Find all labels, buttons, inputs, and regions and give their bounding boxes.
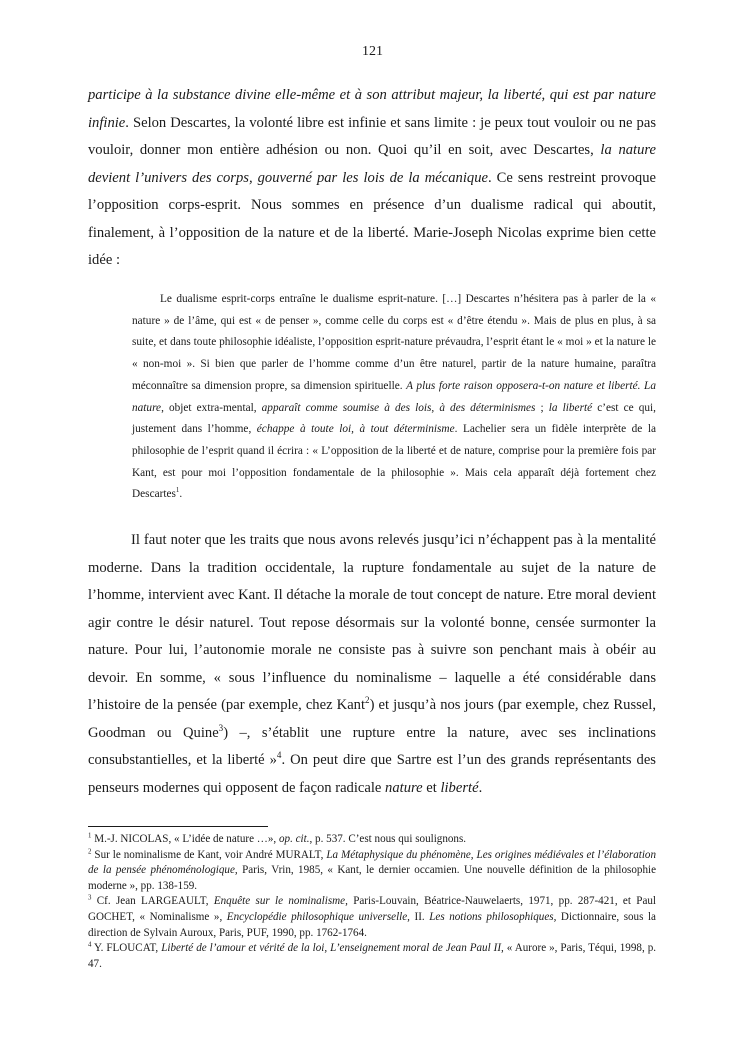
footnote-text: M.-J. NICOLAS, « L’idée de nature …», [91,833,279,845]
footnote-ref-4[interactable]: 4 [276,750,282,761]
footnote-number: 4 [88,941,92,949]
footnote-2 [88,848,656,895]
footnote-text: Paris-Louvain, Béatrice-Nauwelaerts, 1971, pp. 287-421, et Paul GOCHET, « Nominalisme », [88,895,656,923]
text-span: . Selon Descartes, la volonté libre est infinie et sans limite : je peux tout vouloir ou ne pas vouloir, donner mon entière adhésion ou non. Quoi qu’il en soit, avec Descartes, [88,114,656,158]
footnote-text: « Aurore », Paris, Téqui, 1998, p. 47. [88,942,657,970]
quote-text: , objet extra-mental, [161,401,262,414]
text-span: . On peut dire que Sartre est l’un des grands représentants des penseurs modernes qui opposent de façon radicale [88,752,656,796]
italic-span: participe à la substance divine elle-même et à son attribut majeur, la liberté, qui est par nature infinie [88,87,656,131]
quote-text: ; [535,401,549,414]
footnote-4 [88,941,656,972]
footnote-text: , p. 537. C’est nous qui soulignons. [309,833,467,845]
footnote-number: 1 [88,832,92,840]
footnote-text: Sur le nominalisme de Kant, voir André MURALT, [91,848,327,861]
footnote-number: 2 [88,847,92,855]
page-number: 121 [362,44,383,59]
text-span: ) et jusqu’à nos jours (par exemple, chez Russel, Goodman ou Quine [88,697,656,741]
footnote-italic: Enquête sur le nominalisme, [213,895,348,908]
quote-text: . [179,488,183,501]
italic-span: la nature devient l’univers des corps, gouverné par les lois de la mécanique [88,142,656,186]
quote-italic: A plus forte raison opposera-t-on nature et liberté. La nature [132,379,656,414]
footnote-text: Cf. Jean LARGEAULT, [91,895,214,908]
footnote-text: Y. FLOUCAT, [91,942,162,955]
footnote-1 [88,832,656,848]
text-span: et [422,779,441,796]
text-span: ) –, s’établit une rupture entre la nature, avec ses inclinations consubstantielles, et la liberté » [88,724,656,768]
quote-text: c’est ce qui, justement dans l’homme, [132,401,656,436]
footnote-italic: Encyclopédie philosophique universelle, [226,910,410,923]
quote-italic: échappe à toute loi, à tout déterminisme [256,423,455,436]
footnote-italic: op. cit. [278,833,310,845]
footnotes [88,832,656,972]
footnote-ref-1[interactable]: 1 [175,486,180,495]
text-span: Il faut noter que les traits que nous avons relevés jusqu’ici n’échappent pas à la mentalité moderne. Dans la tradition occidentale, la rupture fondamentale au sujet de la nature de l’homme, intervient avec Kant. Il détache la morale de tout concept de nature. Etre moral devient agir contre le désir naturel. Tout repose désormais sur la volonté bonne, censée surmonter la nature. Pour lui, l’autonomie morale ne consiste pas à suivre son penchant mais à obéir au devoir. En somme, « sous l’influence du nominalisme – laquelle a été considérable dans l’histoire de la pensée (par exemple, chez Kant [88,532,656,713]
footnote-number: 3 [88,894,92,902]
footnote-italic: Liberté de l’amour et vérité de la loi, L’enseignement moral de Jean Paul II, [161,942,504,955]
footnote-ref-3[interactable]: 3 [218,722,224,733]
text-span: . [478,779,483,796]
footnote-text: Dictionnaire, sous la direction de Sylvain Auroux, Paris, PUF, 1990, pp. 1762-1764. [88,910,656,939]
quote-italic: la liberté [548,401,593,414]
quote-text: Le dualisme esprit-corps entraîne le dualisme esprit-nature. […] Descartes n’hésitera pas à parler de la « nature » de l’âme, qui est « de penser », comme celle du corps est « d’être étendu ». Mais de plus en plus, à sa suite, et dans toute philosophie idéaliste, l’opposition esprit-nature prévaudra, l’esprit étant le « moi » et la nature le « non-moi ». Si bien que parler de l’homme comme d’un être naturel, partir de la nature humaine, paraîtra méconnaître sa dimension propre, sa dimension spirituelle. [132,293,656,392]
quote-italic: apparaît comme soumise à des lois, à des déterminismes [261,401,536,414]
footnote-text: II. [409,910,430,923]
footnote-italic: La Métaphysique du phénomène, Les origines médiévales et l’élaboration de la pensée phénoménologique, [88,848,656,877]
footnote-italic: Les notions philosophiques, [429,910,557,923]
paragraph-2 [88,527,656,802]
footnote-separator [88,826,268,827]
footnote-ref-2[interactable]: 2 [365,695,370,706]
italic-span: liberté [440,779,479,796]
footnote-text: Paris, Vrin, 1985, « Kant, le dernier occamien. Une nouvelle définition de la philosophie moderne », pp. 138-159. [88,864,657,892]
block-quote [132,289,656,506]
italic-span: nature [385,779,423,796]
text-span: . Ce sens restreint provoque l’opposition corps-esprit. Nous sommes en présence d’un dualisme radical qui aboutit, finalement, à l’opposition de la nature et de la liberté. Marie-Joseph Nicolas exprime bien cette idée : [88,169,656,268]
paragraph-1 [88,82,656,275]
quote-text: . Lachelier sera un fidèle interprète de la philosophie de l’esprit quand il écrira : « L’opposition de la liberté et de nature, comprise pour la première fois par Kant, est pour moi l’opposition fondamentale de la philosophie ». Mais cela apparaît déjà fortement chez Descartes [132,423,656,501]
footnote-3 [88,894,656,941]
